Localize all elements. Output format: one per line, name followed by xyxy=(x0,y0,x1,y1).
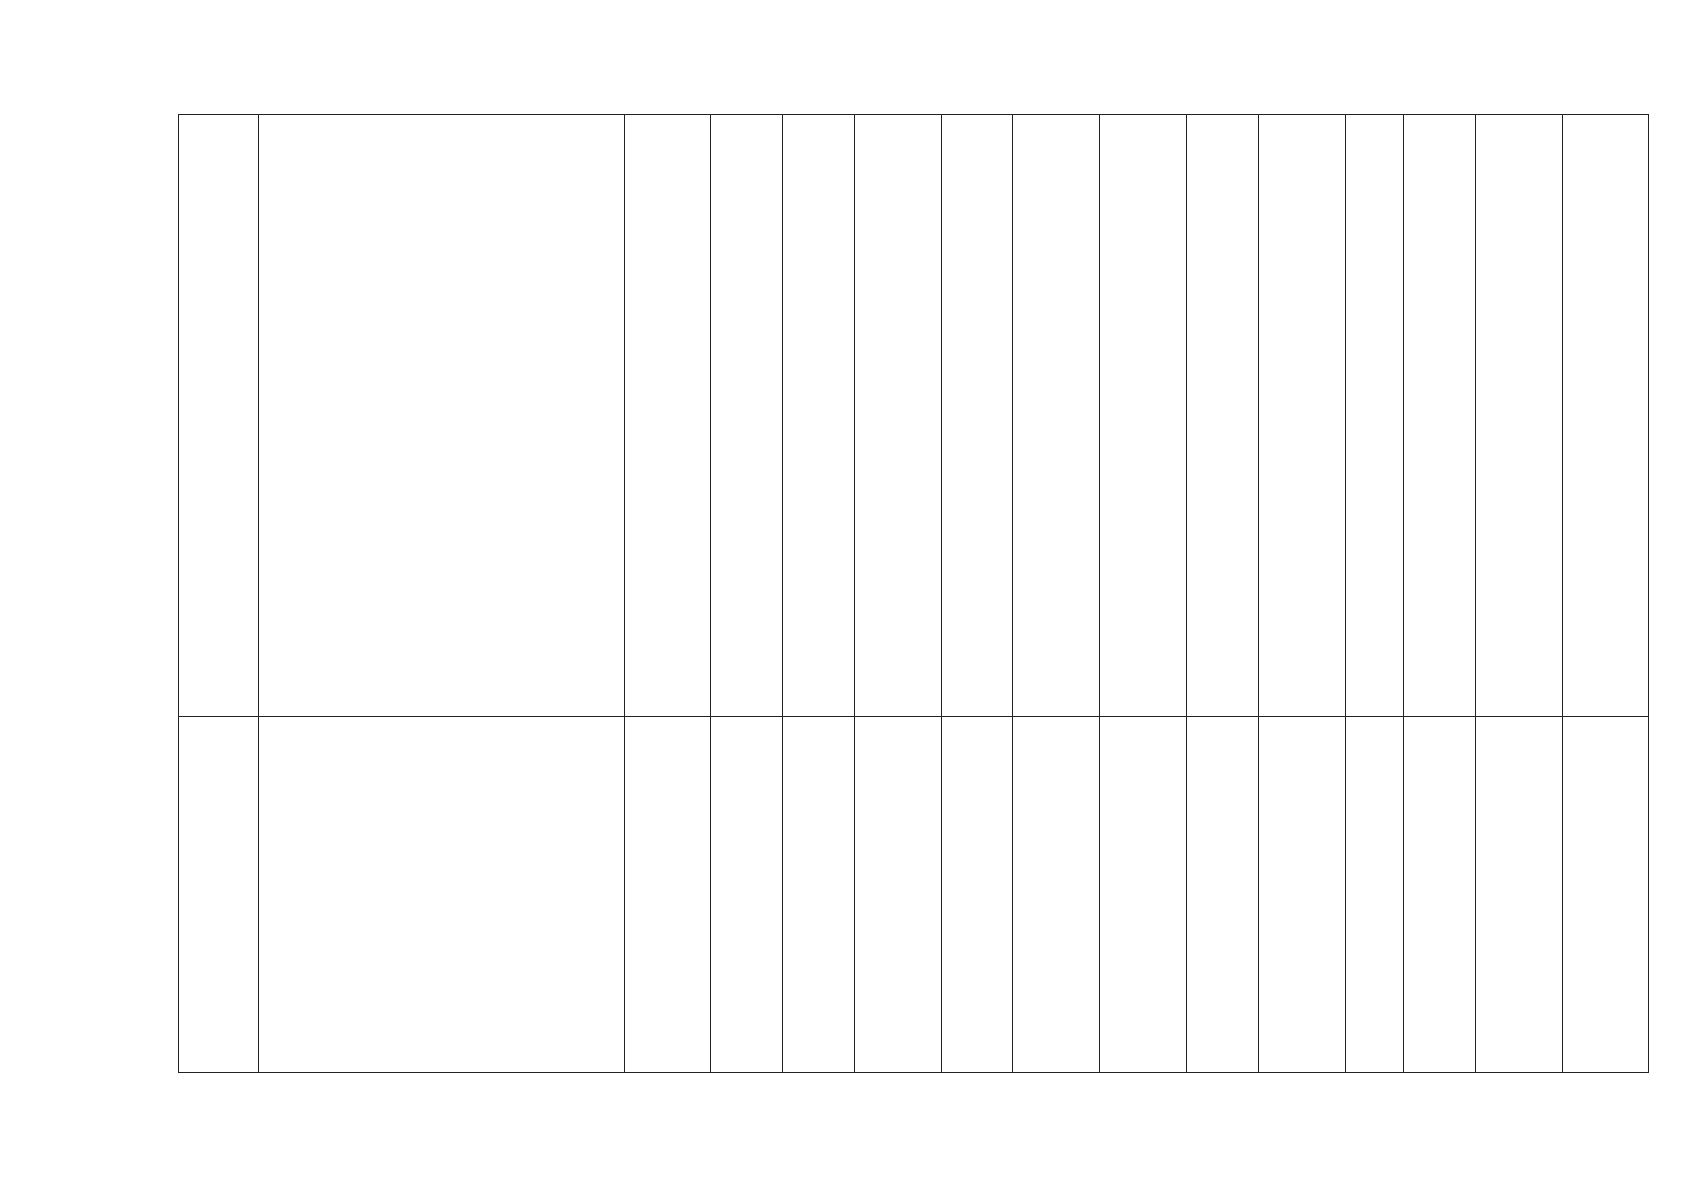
value-cell xyxy=(1259,717,1346,1073)
unit-cell xyxy=(625,115,711,717)
value-cell xyxy=(1346,717,1404,1073)
value-cell xyxy=(1187,717,1259,1073)
table-row xyxy=(179,115,1649,717)
table-row xyxy=(179,717,1649,1073)
row-number-cell xyxy=(179,717,259,1073)
value-cell xyxy=(855,115,942,717)
value-cell xyxy=(711,115,783,717)
value-cell xyxy=(1187,115,1259,717)
value-cell xyxy=(1013,115,1100,717)
value-cell xyxy=(855,717,942,1073)
description-cell xyxy=(259,717,625,1073)
value-cell xyxy=(1100,115,1187,717)
value-cell xyxy=(1563,115,1649,717)
value-cell xyxy=(1259,115,1346,717)
value-cell xyxy=(1476,717,1563,1073)
value-cell xyxy=(1404,717,1476,1073)
value-cell xyxy=(1476,115,1563,717)
value-cell xyxy=(1404,115,1476,717)
value-cell xyxy=(1100,717,1187,1073)
data-table xyxy=(178,114,1649,1073)
value-cell xyxy=(783,717,855,1073)
value-cell xyxy=(942,115,1013,717)
value-cell xyxy=(942,717,1013,1073)
unit-cell xyxy=(625,717,711,1073)
description-cell xyxy=(259,115,625,717)
value-cell xyxy=(783,115,855,717)
value-cell xyxy=(1563,717,1649,1073)
value-cell xyxy=(1013,717,1100,1073)
value-cell xyxy=(711,717,783,1073)
row-number-cell xyxy=(179,115,259,717)
value-cell xyxy=(1346,115,1404,717)
